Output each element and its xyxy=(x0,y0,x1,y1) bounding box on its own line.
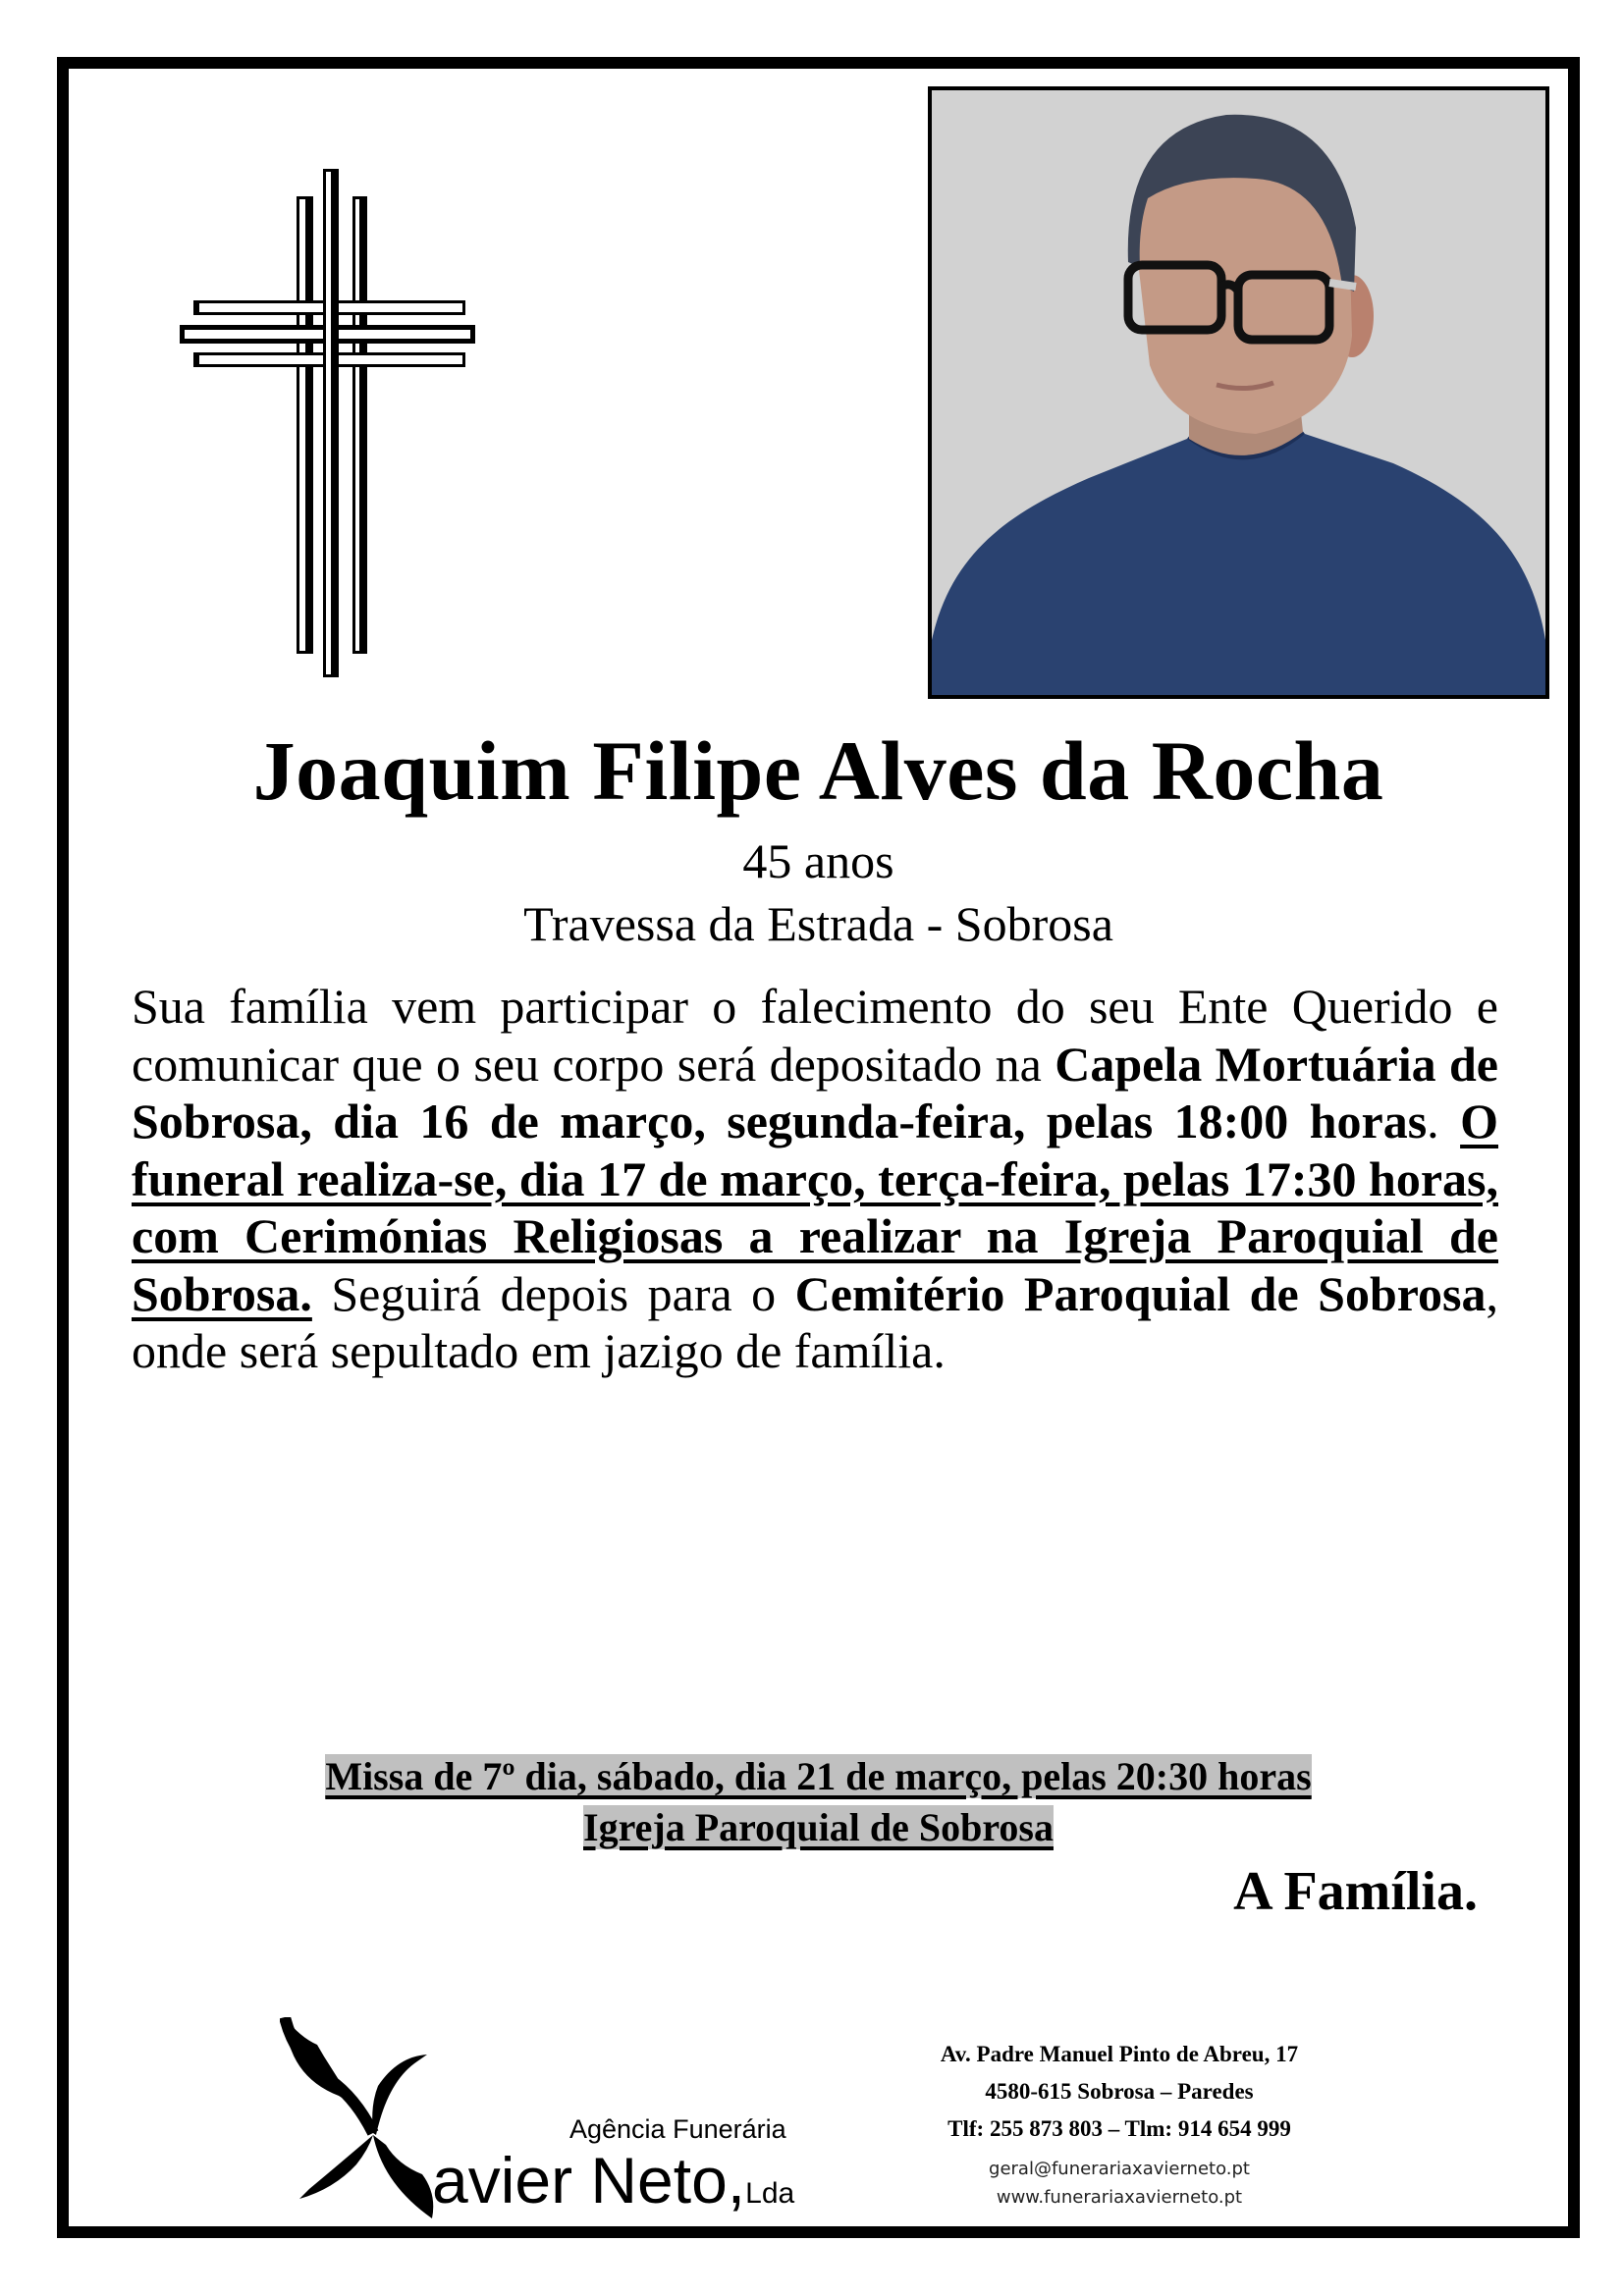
agency-address-line2: 4580-615 Sobrosa – Paredes xyxy=(985,2079,1254,2104)
signature: A Família. xyxy=(1233,1861,1478,1922)
agency-name-text: avier Neto, xyxy=(432,2144,746,2216)
agency-label: Agência Funerária xyxy=(569,2114,786,2144)
mass-date-line: Missa de 7º dia, sábado, dia 21 de março, pelas 20:30 horas xyxy=(325,1754,1312,1798)
agency-suffix: Lda xyxy=(745,2177,795,2210)
deceased-name: Joaquim Filipe Alves da Rocha xyxy=(252,723,1384,818)
deceased-address: Travessa da Estrada - Sobrosa xyxy=(523,896,1113,951)
burial-text: , onde será sepultado em jazigo de família. xyxy=(132,1265,1498,1378)
agency-phones: Tlf: 255 873 803 – Tlm: 914 654 999 xyxy=(947,2116,1291,2141)
mass-notice xyxy=(69,1751,1568,1853)
wake-details: Capela Mortuária de Sobrosa, dia 16 de março, segunda-feira, pelas 18:00 horas xyxy=(132,1036,1498,1148)
cemetery-name: Cemitério Paroquial de Sobrosa xyxy=(794,1265,1487,1321)
funeral-details: O funeral realiza-se, dia 17 de março, terça-feira, pelas 17:30 horas, com Cerimónias Religiosas a realizar na Igreja Paroquial de Sobrosa. xyxy=(132,1094,1498,1321)
agency-web xyxy=(884,2155,1355,2212)
announcement-paragraph xyxy=(132,978,1498,1380)
intro-text: Sua família vem participar o falecimento do seu Ente Querido e comunicar que o seu corpo será depositado na xyxy=(132,979,1498,1092)
agency-email[interactable]: geral@funerariaxavierneto.pt xyxy=(989,2159,1250,2179)
agency-contact xyxy=(884,2036,1355,2148)
xavier-neto-x-logo-icon xyxy=(280,2017,442,2218)
mass-location-line: Igreja Paroquial de Sobrosa xyxy=(583,1805,1054,1849)
cross-icon xyxy=(180,169,475,677)
continuation-text: Seguirá depois para o xyxy=(311,1265,795,1321)
agency-website[interactable]: www.funerariaxavierneto.pt xyxy=(996,2187,1243,2208)
deceased-age: 45 anos xyxy=(742,833,894,888)
portrait-photo xyxy=(928,86,1549,699)
agency-address-line1: Av. Padre Manuel Pinto de Abreu, 17 xyxy=(940,2042,1299,2066)
agency-name xyxy=(432,2145,794,2229)
separator-text: . xyxy=(1427,1094,1461,1148)
